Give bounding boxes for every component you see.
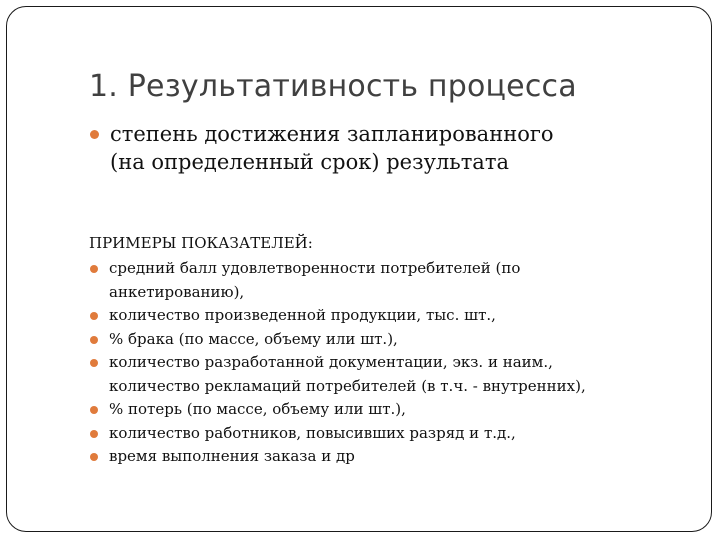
example-item bbox=[89, 422, 689, 446]
example-line: % потерь (по массе, объему или шт.), bbox=[109, 400, 406, 418]
main-bullet-line: (на определенный срок) результата bbox=[110, 150, 509, 174]
bullet-dot-icon bbox=[90, 430, 98, 438]
slide-frame bbox=[6, 6, 712, 532]
example-line: средний балл удовлетворенности потребителей (по bbox=[109, 259, 521, 277]
example-line: анкетированию), bbox=[109, 282, 245, 301]
slide-title: 1. Результативность процесса bbox=[89, 69, 577, 104]
example-item bbox=[89, 398, 689, 422]
example-item bbox=[89, 257, 689, 304]
bullet-dot-icon bbox=[90, 265, 98, 273]
example-item bbox=[89, 328, 689, 352]
example-item bbox=[89, 351, 689, 398]
bullet-dot-icon bbox=[90, 359, 98, 367]
bullet-dot-icon bbox=[90, 130, 99, 139]
example-line: % брака (по массе, объему или шт.), bbox=[109, 329, 398, 348]
main-bullet-list bbox=[89, 120, 689, 176]
main-bullet-item bbox=[89, 120, 689, 176]
example-line: количество рекламаций потребителей (в т.ч. - внутренних), bbox=[109, 376, 586, 395]
bullet-dot-icon bbox=[90, 312, 98, 320]
example-line: количество произведенной продукции, тыс. шт., bbox=[109, 306, 496, 324]
example-line: количество разработанной документации, экз. и наим., bbox=[109, 353, 553, 371]
example-line: время выполнения заказа и др bbox=[109, 447, 355, 465]
example-item bbox=[89, 445, 689, 469]
examples-list bbox=[89, 257, 689, 469]
examples-heading: ПРИМЕРЫ ПОКАЗАТЕЛЕЙ: bbox=[89, 234, 313, 252]
bullet-dot-icon bbox=[90, 453, 98, 461]
bullet-dot-icon bbox=[90, 406, 98, 414]
example-item bbox=[89, 304, 689, 328]
main-bullet-line: степень достижения запланированного bbox=[110, 122, 554, 146]
example-line: количество работников, повысивших разряд и т.д., bbox=[109, 423, 516, 442]
bullet-dot-icon bbox=[90, 336, 98, 344]
